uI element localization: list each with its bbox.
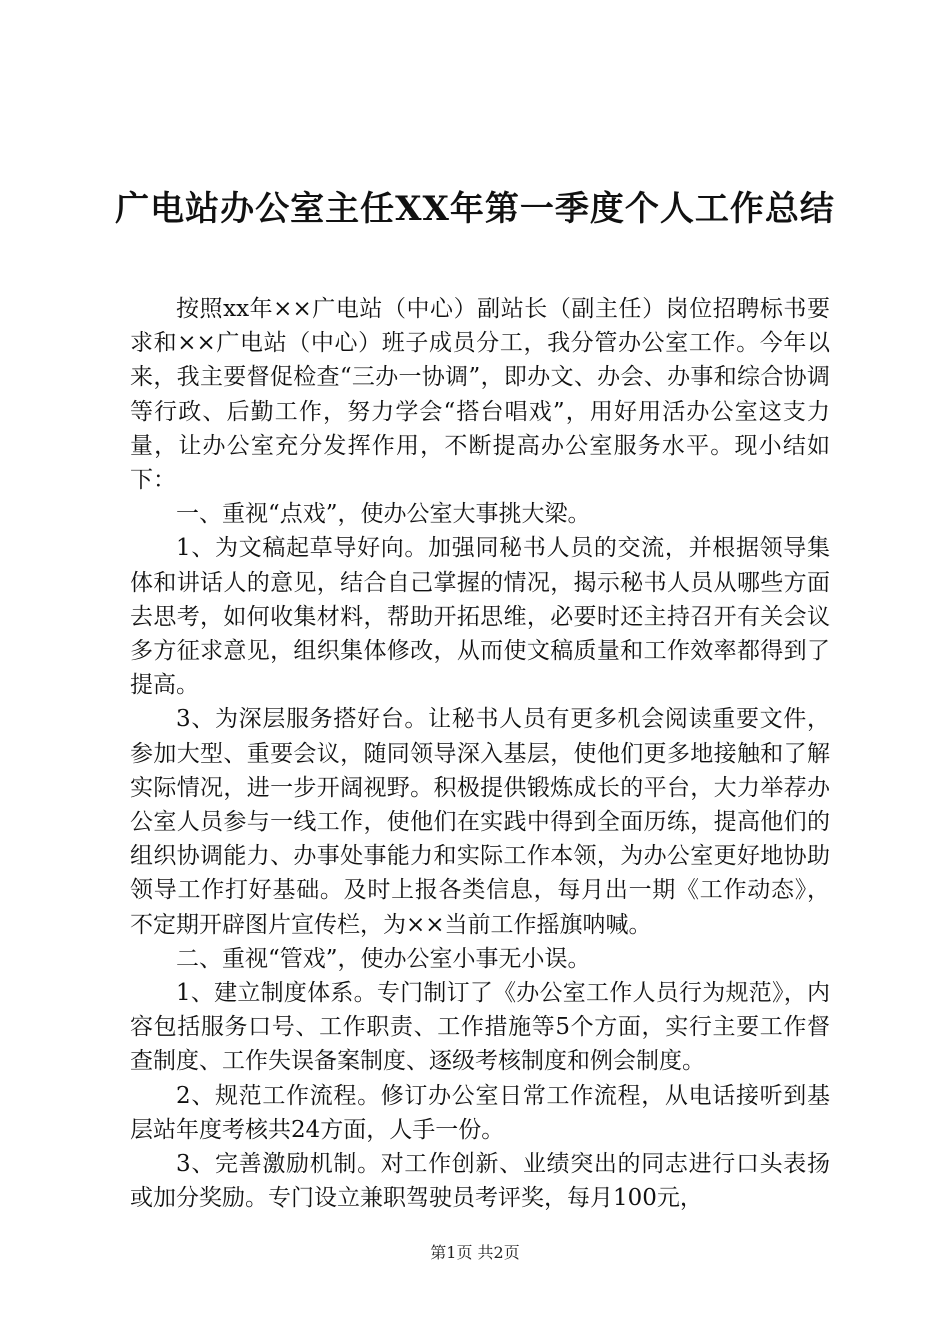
document-body xyxy=(130,292,830,1215)
paragraph-item-1b: 1、建立制度体系。专门制订了《办公室工作人员行为规范》，内容包括服务口号、工作职责、工作措施等5个方面，实行主要工作督查制度、工作失误备案制度、逐级考核制度和例会制度。 xyxy=(130,980,830,1075)
paragraph-item-3: 3、为深层服务搭好台。让秘书人员有更多机会阅读重要文件，参加大型、重要会议，随同领导深入基层，使他们更多地接触和了解实际情况，进一步开阔视野。积极提供锻炼成长的平台，大力举荐办公室人员参与一线工作，使他们在实践中得到全面历练，提高他们的组织协调能力、办事处事能力和实际工作本领，为办公室更好地协助领导工作打好基础。及时上报各类信息，每月出一期《工作动态》，不定期开辟图片宣传栏，为××当前工作摇旗呐喊。 xyxy=(130,706,830,938)
page-number-footer: 第1页 共2页 xyxy=(430,1243,520,1262)
paragraph-item-1: 1、为文稿起草导好向。加强同秘书人员的交流，并根据领导集体和讲话人的意见，结合自己掌握的情况，揭示秘书人员从哪些方面去思考，如何收集材料，帮助开拓思维，必要时还主持召开有关会议多方征求意见，组织集体修改，从而使文稿质量和工作效率都得到了提高。 xyxy=(130,535,830,699)
intro-paragraph: 按照xx年××广电站（中心）副站长（副主任）岗位招聘标书要求和××广电站（中心）班子成员分工，我分管办公室工作。今年以来，我主要督促检查“三办一协调”，即办文、办会、办事和综合协调等行政、后勤工作，努力学会“搭台唱戏”，用好用活办公室这支力量，让办公室充分发挥作用，不断提高办公室服务水平。现小结如下： xyxy=(130,296,830,494)
section-heading-1: 一、重视“点戏”，使办公室大事挑大梁。 xyxy=(176,501,591,528)
paragraph-item-3b: 3、完善激励机制。对工作创新、业绩突出的同志进行口头表扬或加分奖励。专门设立兼职驾驶员考评奖，每月100元， xyxy=(130,1151,830,1212)
paragraph-item-2b: 2、规范工作流程。修订办公室日常工作流程，从电话接听到基层站年度考核共24方面，人手一份。 xyxy=(130,1082,830,1143)
section-heading-2: 二、重视“管戏”，使办公室小事无小误。 xyxy=(176,945,591,972)
document-title: 广电站办公室主任XX年第一季度个人工作总结 xyxy=(115,189,835,229)
